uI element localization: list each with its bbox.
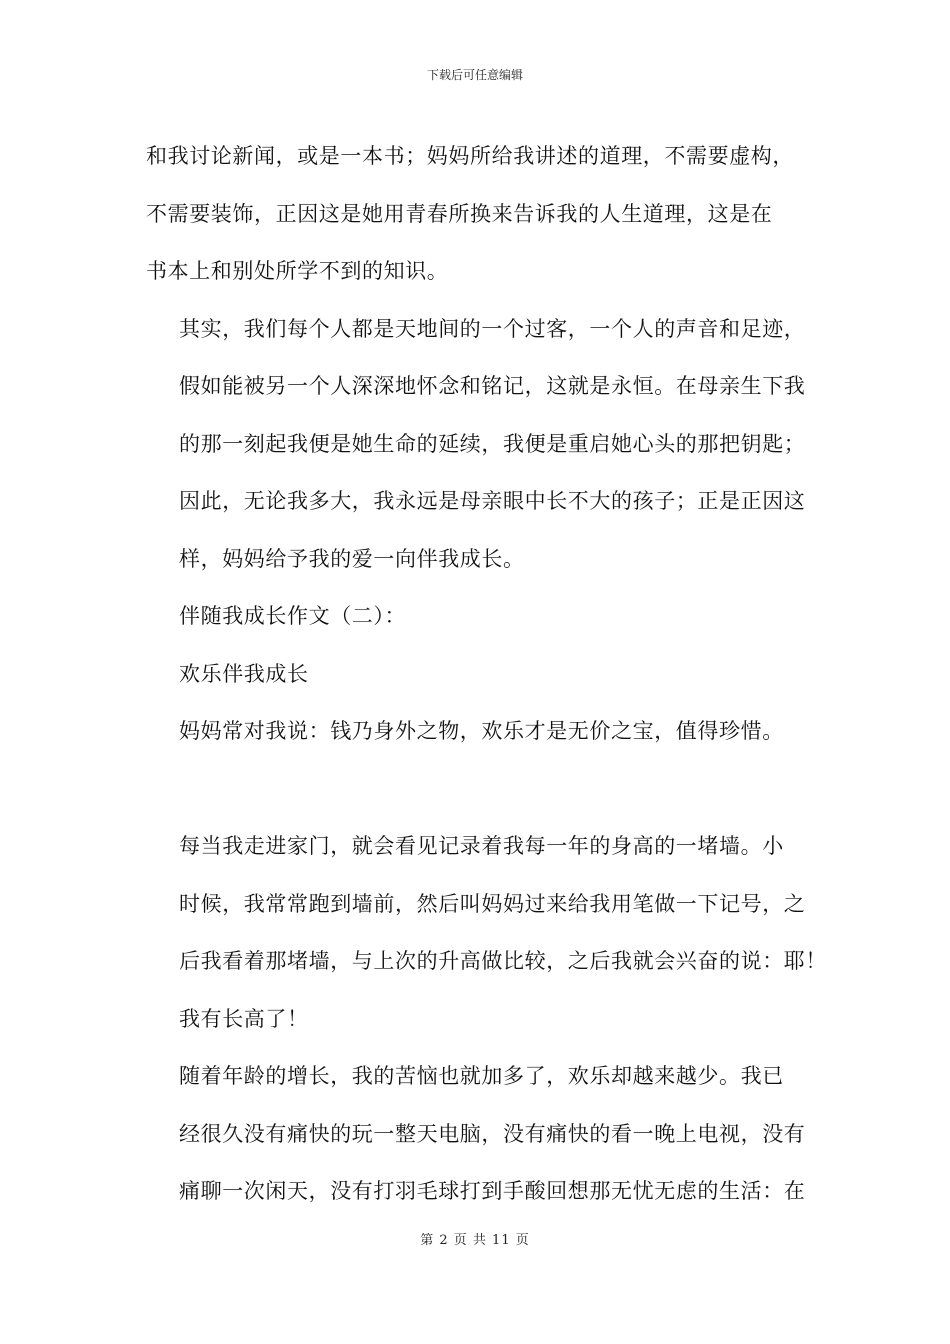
essay-heading — [146, 588, 836, 646]
text-line: 伴随我成长作文（二）： — [179, 604, 407, 628]
text-line: 欢乐伴我成长 — [179, 661, 309, 686]
text-line: 痛聊一次闲天，没有打羽毛球打到手酸回想那无忧无虑的生活：在 — [179, 1179, 806, 1203]
text-line: 每当我走进家门，就会看见记录着我每一年的身高的一堵墙。小 — [179, 834, 784, 858]
page-footer: 第 2 页 共 11 页 — [420, 1233, 530, 1248]
text-line: 和我讨论新闻，或是一本书；妈妈所给我讲述的道理，不需要虚构， — [146, 144, 794, 168]
text-line: 其实，我们每个人都是天地间的一个过客，一个人的声音和足迹， — [179, 316, 806, 341]
document-body — [146, 128, 836, 1221]
text-line: 时候，我常常跑到墙前，然后叫妈妈过来给我用笔做一下记号，之 — [179, 891, 806, 916]
text-line: 样，妈妈给予我的爱一向伴我成长。 — [179, 546, 525, 571]
text-line: 妈妈常对我说：钱乃身外之物，欢乐才是无价之宝，值得珍惜。 — [179, 719, 784, 743]
text-line: 书本上和别处所学不到的知识。 — [146, 259, 449, 283]
blank-line — [146, 761, 836, 819]
text-line: 随着年龄的增长，我的苦恼也就加多了，欢乐却越来越少。我已 — [179, 1064, 784, 1088]
paragraph-height-wall — [146, 818, 836, 1048]
essay-title — [146, 646, 836, 704]
text-line: 后我看着那堵墙，与上次的升高做比较，之后我就会兴奋的说：耶！ — [179, 949, 827, 973]
text-line: 经很久没有痛快的玩一整天电脑，没有痛快的看一晚上电视，没有 — [179, 1121, 806, 1146]
text-line: 假如能被另一个人深深地怀念和铭记，这就是永恒。在母亲生下我 — [179, 374, 806, 398]
paragraph-growing-up — [146, 1048, 836, 1221]
text-line: 不需要装饰，正因这是她用青春所换来告诉我的人生道理，这是在 — [146, 201, 773, 226]
paragraph-eternity — [146, 301, 836, 589]
paragraph-mother-saying — [146, 703, 836, 761]
text-line: 我有长高了！ — [179, 1006, 309, 1031]
text-line: 因此，无论我多大，我永远是母亲眼中长不大的孩子；正是正因这 — [179, 489, 806, 513]
paragraph-continuation — [146, 128, 836, 301]
page-header: 下载后可任意编辑 — [426, 68, 523, 82]
text-line: 的那一刻起我便是她生命的延续，我便是重启她心头的那把钥匙； — [179, 431, 806, 456]
